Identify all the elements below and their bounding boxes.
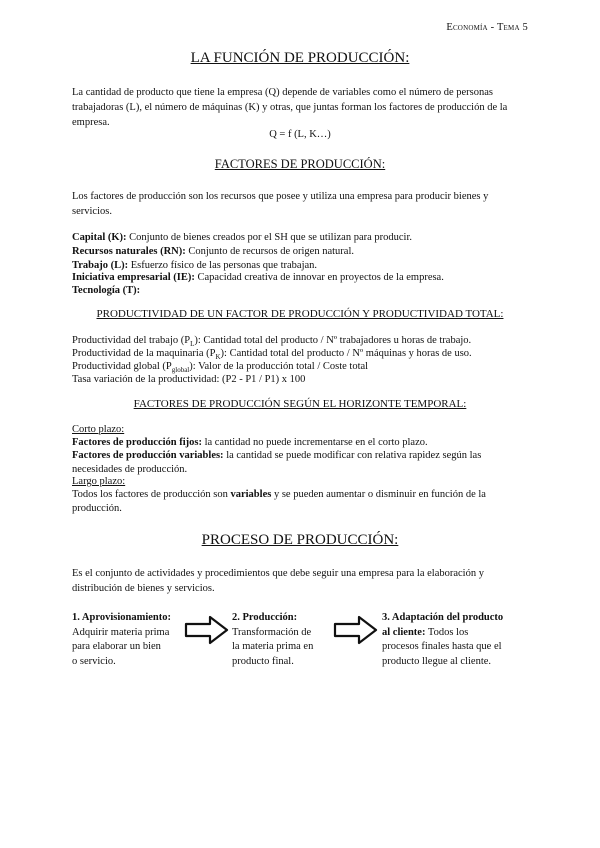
step-line: para elaborar un bien bbox=[72, 641, 161, 652]
text: ): Valor de la producción total / Coste total bbox=[189, 361, 369, 372]
step-line: producto final. bbox=[232, 655, 294, 667]
desc: la cantidad no puede incrementarse en el corto plazo. bbox=[201, 437, 428, 448]
factor-term: Capital (K): bbox=[72, 232, 127, 243]
text: Productividad del trabajo (P bbox=[72, 335, 191, 346]
step-title: al cliente: bbox=[382, 626, 426, 638]
factor-natural-resources bbox=[72, 245, 512, 259]
subscript: K bbox=[215, 353, 221, 362]
step-customer-adaptation bbox=[382, 611, 532, 669]
text: Todos los factores de producción son bbox=[72, 489, 231, 500]
text: ): Cantidad total del producto / Nº máquinas y horas de uso. bbox=[220, 348, 472, 359]
factor-term: Iniciativa empresarial (IE): bbox=[72, 272, 195, 283]
text: y se pueden aumentar o disminuir en función de la producción. bbox=[72, 489, 486, 514]
factor-technology bbox=[72, 284, 512, 298]
title-production-function: LA FUNCIÓN DE PRODUCCIÓN: bbox=[190, 50, 410, 66]
production-formula: Q = f (L, K…) bbox=[269, 129, 331, 140]
step-line: la materia prima en bbox=[232, 641, 314, 652]
step-line: procesos finales hasta que el bbox=[382, 641, 502, 652]
intro-paragraph: La cantidad de producto que tiene la empresa (Q) depende de variables como el número de personas trabajadoras (L), el número de máquinas (K) y otras, que juntas forman los factores de producción de la empresa. bbox=[72, 87, 508, 128]
right-arrow-icon bbox=[333, 614, 379, 646]
step-procurement bbox=[72, 611, 202, 669]
factor-desc: Esfuerzo físico de las personas que trabajan. bbox=[128, 260, 318, 271]
factor-term: Recursos naturales (RN): bbox=[72, 246, 186, 257]
desc: la cantidad se puede modificar con relativa rapidez según las necesidades de producción. bbox=[72, 450, 482, 475]
factor-capital bbox=[72, 231, 512, 245]
step-line bbox=[382, 626, 532, 641]
title-factors: FACTORES DE PRODUCCIÓN: bbox=[214, 157, 386, 171]
factor-desc: Capacidad creativa de innovar en proyectos de la empresa. bbox=[194, 272, 444, 283]
title-productivity: PRODUCTIVIDAD DE UN FACTOR DE PRODUCCIÓN Y PRODUCTIVIDAD TOTAL: bbox=[96, 308, 504, 320]
text: ): Cantidad total del producto / Nº trabajadores u horas de trabajo. bbox=[194, 335, 472, 346]
subscript: global bbox=[171, 366, 190, 375]
factor-desc: Conjunto de bienes creados por el SH que se utilizan para producir. bbox=[126, 232, 413, 243]
long-term-label: Largo plazo: bbox=[72, 476, 126, 487]
step-line: o servicio. bbox=[72, 655, 116, 667]
variable-factors bbox=[72, 449, 508, 477]
step-line: Adquirir materia prima bbox=[72, 626, 170, 638]
fixed-factors bbox=[72, 436, 512, 450]
subscript: L bbox=[190, 340, 195, 349]
term: Factores de producción fijos: bbox=[72, 437, 202, 448]
factors-intro: Los factores de producción son los recursos que posee y utiliza una empresa para producir bienes y servicios. bbox=[72, 191, 489, 217]
productivity-rate: Tasa variación de la productividad: (P2 - P1 / P1) x 100 bbox=[72, 374, 306, 385]
step-title: 2. Producción: bbox=[232, 612, 298, 623]
step-line: producto llegue al cliente. bbox=[382, 655, 492, 667]
factor-entrepreneurship bbox=[72, 271, 512, 285]
text: Productividad global (P bbox=[72, 361, 172, 372]
step-title: 3. Adaptación del producto bbox=[382, 612, 504, 623]
step-line: Transformación de bbox=[232, 626, 312, 638]
factor-desc: Conjunto de recursos de origen natural. bbox=[185, 246, 354, 257]
right-arrow-icon bbox=[184, 614, 230, 646]
step-text: Todos los bbox=[425, 626, 469, 638]
text: Productividad de la maquinaria (P bbox=[72, 348, 216, 359]
page-header: Economía - Tema 5 bbox=[446, 22, 528, 33]
term: Factores de producción variables: bbox=[72, 450, 224, 461]
process-intro: Es el conjunto de actividades y procedimientos que debe seguir una empresa para la elaboración y distribución de bienes y servicios. bbox=[72, 568, 484, 594]
title-horizon: FACTORES DE PRODUCCIÓN SEGÚN EL HORIZONTE TEMPORAL: bbox=[133, 398, 467, 410]
bold-text: variables bbox=[230, 489, 272, 500]
factor-term: Tecnología (T): bbox=[72, 285, 141, 296]
long-term-desc bbox=[72, 488, 508, 516]
short-term-label: Corto plazo: bbox=[72, 424, 125, 435]
title-process: PROCESO DE PRODUCCIÓN: bbox=[201, 532, 399, 548]
factor-term: Trabajo (L): bbox=[72, 260, 129, 271]
step-title: 1. Aprovisionamiento: bbox=[72, 612, 171, 623]
